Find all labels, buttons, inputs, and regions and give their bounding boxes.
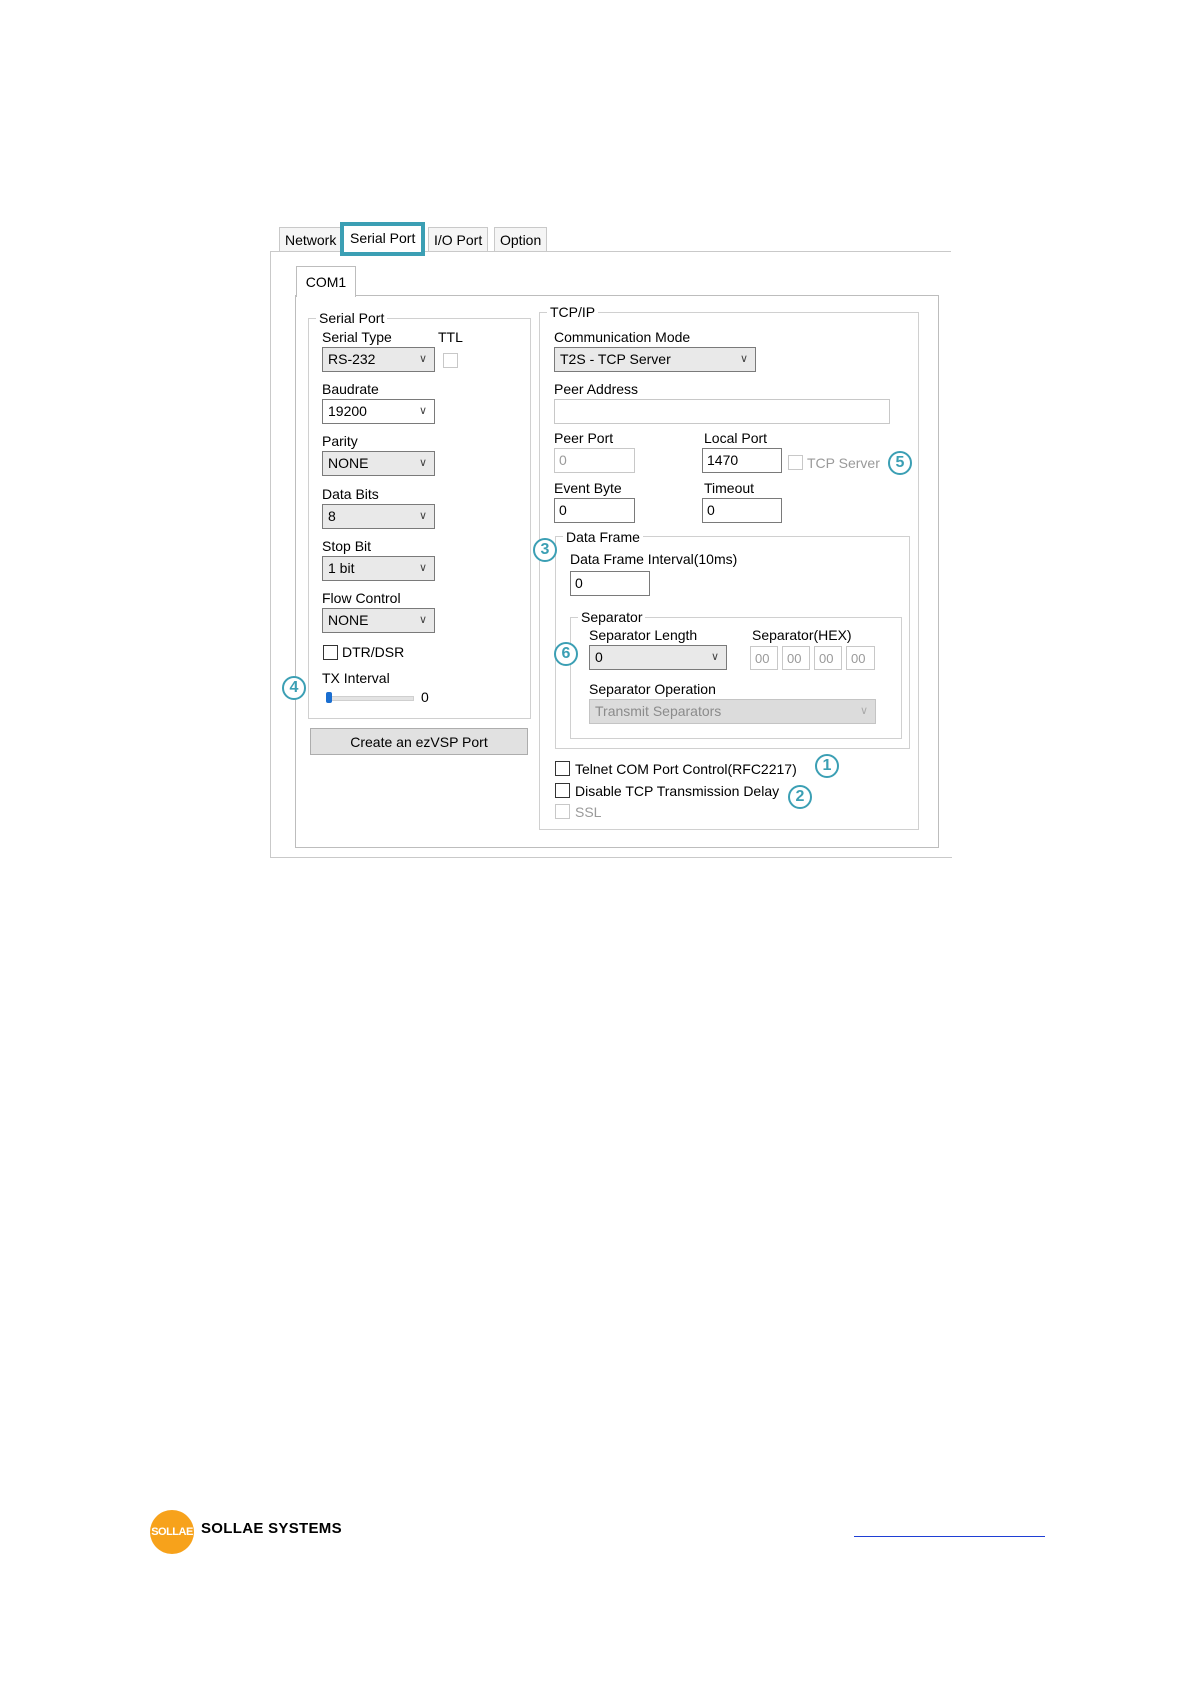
separator-length-label: Separator Length	[589, 627, 698, 643]
separator-length-value: 0	[595, 649, 603, 665]
disable-tcp-delay-label: Disable TCP Transmission Delay	[575, 783, 780, 799]
tab-com1[interactable]	[296, 266, 356, 297]
tab-serial-port[interactable]	[340, 222, 425, 256]
tab-com1-label: COM1	[305, 274, 347, 290]
serial-type-select[interactable]	[322, 347, 435, 372]
create-ezvsp-port-button[interactable]: Create an ezVSP Port	[310, 728, 528, 755]
peer-port-input[interactable]: 0	[554, 448, 635, 473]
tab-option[interactable]	[494, 227, 547, 251]
separator-hex-byte-1[interactable]: 00	[750, 646, 778, 670]
callout-marker-5: 5	[888, 451, 912, 475]
tx-interval-slider[interactable]	[326, 696, 414, 701]
callout-marker-3: 3	[533, 538, 557, 562]
chevron-down-icon: ∨	[418, 353, 427, 365]
tcpip-legend: TCP/IP	[547, 304, 598, 320]
flow-control-select[interactable]	[322, 608, 435, 633]
stop-bit-value: 1 bit	[328, 560, 355, 576]
timeout-input[interactable]: 0	[702, 498, 782, 523]
tab-serial-port-label: Serial Port	[350, 230, 416, 246]
chevron-down-icon: ∨	[418, 510, 427, 522]
telnet-com-port-control-checkbox[interactable]	[555, 761, 570, 776]
separator-legend: Separator	[578, 609, 645, 625]
chevron-down-icon: ∨	[739, 353, 748, 365]
separator-operation-select[interactable]	[589, 699, 876, 724]
ttl-checkbox[interactable]	[443, 353, 458, 368]
flow-control-value: NONE	[328, 612, 369, 628]
chevron-down-icon: ∨	[418, 562, 427, 574]
separator-operation-label: Separator Operation	[589, 681, 716, 697]
local-port-input[interactable]: 1470	[702, 448, 782, 473]
separator-hex-label: Separator(HEX)	[752, 627, 852, 643]
event-byte-input[interactable]: 0	[554, 498, 635, 523]
tab-network[interactable]	[279, 227, 342, 251]
peer-port-label: Peer Port	[554, 430, 614, 446]
callout-marker-2: 2	[788, 785, 812, 809]
communication-mode-value: T2S - TCP Server	[560, 351, 671, 367]
parity-label: Parity	[322, 433, 358, 449]
flow-control-label: Flow Control	[322, 590, 401, 606]
separator-hex-byte-2[interactable]: 00	[782, 646, 810, 670]
serial-type-label: Serial Type	[322, 329, 392, 345]
event-byte-label: Event Byte	[554, 480, 622, 496]
company-logo: SOLLAE	[150, 1510, 194, 1554]
local-port-label: Local Port	[704, 430, 768, 446]
chevron-down-icon: ∨	[710, 651, 719, 663]
data-frame-interval-label: Data Frame Interval(10ms)	[570, 551, 738, 567]
chevron-down-icon: ∨	[418, 614, 427, 626]
disable-tcp-delay-checkbox[interactable]	[555, 783, 570, 798]
separator-length-select[interactable]	[589, 645, 727, 670]
tab-network-label: Network	[285, 232, 337, 248]
tx-interval-slider-thumb[interactable]	[326, 692, 332, 703]
timeout-label: Timeout	[704, 480, 755, 496]
baudrate-label: Baudrate	[322, 381, 379, 397]
serial-port-legend: Serial Port	[316, 310, 387, 326]
dtr-dsr-label: DTR/DSR	[342, 644, 405, 660]
chevron-down-icon: ∨	[859, 705, 868, 717]
tab-io-port[interactable]	[428, 227, 488, 251]
dtr-dsr-checkbox[interactable]	[323, 645, 338, 660]
serial-type-value: RS-232	[328, 351, 376, 367]
stop-bit-label: Stop Bit	[322, 538, 372, 554]
tab-io-port-label: I/O Port	[434, 232, 483, 248]
separator-operation-value: Transmit Separators	[595, 703, 722, 719]
tx-interval-label: TX Interval	[322, 670, 390, 686]
tcp-server-label: TCP Server	[807, 455, 880, 471]
data-bits-value: 8	[328, 508, 336, 524]
callout-marker-4: 4	[282, 676, 306, 700]
company-name: SOLLAE SYSTEMS	[201, 1520, 342, 1537]
baudrate-value: 19200	[328, 403, 367, 419]
tx-interval-value: 0	[421, 689, 429, 705]
separator-hex-byte-3[interactable]: 00	[814, 646, 842, 670]
data-bits-label: Data Bits	[322, 486, 379, 502]
data-frame-legend: Data Frame	[563, 529, 643, 545]
peer-address-input[interactable]	[554, 399, 890, 424]
separator-hex-byte-4[interactable]: 00	[846, 646, 875, 670]
baudrate-select[interactable]	[322, 399, 435, 424]
ttl-label: TTL	[438, 329, 463, 345]
callout-marker-6: 6	[554, 642, 578, 666]
tcp-server-checkbox[interactable]	[788, 455, 803, 470]
tab-option-label: Option	[500, 232, 542, 248]
communication-mode-label: Communication Mode	[554, 329, 691, 345]
parity-select[interactable]	[322, 451, 435, 476]
footer-link-underline[interactable]	[854, 1536, 1045, 1537]
chevron-down-icon: ∨	[418, 457, 427, 469]
chevron-down-icon: ∨	[418, 405, 427, 417]
stop-bit-select[interactable]	[322, 556, 435, 581]
ssl-label: SSL	[575, 804, 602, 820]
peer-address-label: Peer Address	[554, 381, 639, 397]
telnet-com-port-control-label: Telnet COM Port Control(RFC2217)	[575, 761, 797, 777]
communication-mode-select[interactable]	[554, 347, 756, 372]
callout-marker-1: 1	[815, 754, 839, 778]
data-frame-interval-input[interactable]: 0	[570, 571, 650, 596]
parity-value: NONE	[328, 455, 369, 471]
ssl-checkbox[interactable]	[555, 804, 570, 819]
data-bits-select[interactable]	[322, 504, 435, 529]
